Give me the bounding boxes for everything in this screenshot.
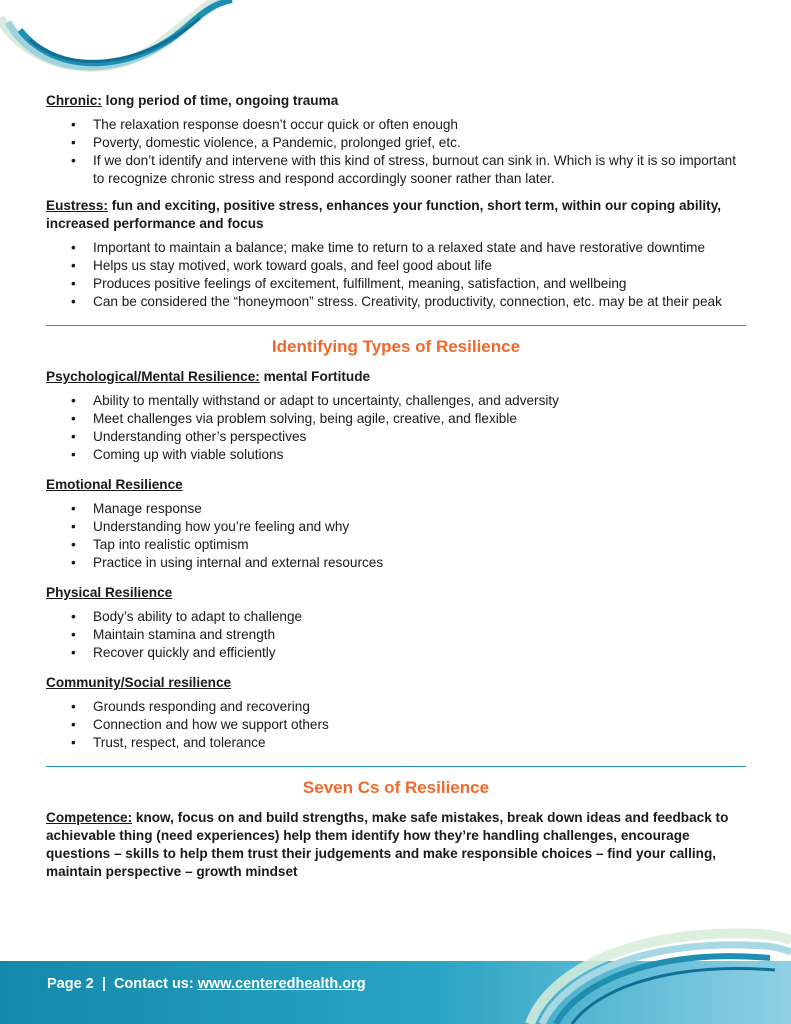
list-item: • Maintain stamina and strength <box>46 626 746 644</box>
list-item: • Tap into realistic optimism <box>46 536 746 554</box>
list-item: • Understanding how you’re feeling and why <box>46 518 746 536</box>
emotional-heading: Emotional Resilience <box>46 477 183 492</box>
list-item: • The relaxation response doesn’t occur quick or often enough <box>46 116 746 134</box>
psychological-desc: mental Fortitude <box>259 369 371 384</box>
list-item: • Important to maintain a balance; make time to return to a relaxed state and have restorative downtime <box>46 239 746 257</box>
list-item: • Manage response <box>46 500 746 518</box>
list-item: • Poverty, domestic violence, a Pandemic, prolonged grief, etc. <box>46 134 746 152</box>
brand-swirl-graphic <box>0 0 240 90</box>
contact-label: Contact us: <box>113 976 194 992</box>
competence-term: Competence: <box>46 810 133 825</box>
list-item: • Connection and how we support others <box>46 716 746 734</box>
document-body <box>46 92 746 881</box>
list-item: • If we don’t identify and intervene with this kind of stress, burnout can sink in. Which is why it is so important to recognize chronic stress and respond accordingly sooner rather than later. <box>46 152 746 188</box>
page-number: Page 2 <box>47 976 94 992</box>
eustress-term: Eustress: <box>46 198 108 213</box>
list-item: • Understanding other’s perspectives <box>46 428 746 446</box>
physical-heading: Physical Resilience <box>46 585 173 600</box>
list-item: • Ability to mentally withstand or adapt to uncertainty, challenges, and adversity <box>46 392 746 410</box>
stress-eustress <box>46 197 746 311</box>
resilience-community <box>46 674 746 752</box>
psychological-list <box>46 392 746 464</box>
emotional-list <box>46 500 746 572</box>
resilience-emotional <box>46 476 746 572</box>
eustress-list <box>46 239 746 311</box>
chronic-term: Chronic: <box>46 93 102 108</box>
physical-list <box>46 608 746 662</box>
chronic-list <box>46 116 746 188</box>
list-item: • Body’s ability to adapt to challenge <box>46 608 746 626</box>
list-item: • Practice in using internal and external resources <box>46 554 746 572</box>
community-list <box>46 698 746 752</box>
chronic-heading <box>46 92 746 110</box>
eustress-heading <box>46 197 746 233</box>
section-divider <box>46 766 746 767</box>
stress-chronic <box>46 92 746 188</box>
psychological-heading <box>46 368 746 386</box>
resilience-psychological <box>46 368 746 464</box>
list-item: • Can be considered the “honeymoon” stress. Creativity, productivity, connection, etc. may be at their peak <box>46 293 746 311</box>
chronic-desc: long period of time, ongoing trauma <box>101 93 339 108</box>
footer-text <box>47 976 366 992</box>
competence-desc: know, focus on and build strengths, make safe mistakes, break down ideas and feedback to achievable thing (need experiences) help them identify how they’re handling challenges, encourage questions – skills to help them trust their judgements and make responsible choices – find your calling, maintain perspective – growth mindset <box>46 810 729 879</box>
brand-swirl-graphic <box>520 928 791 1024</box>
resilience-section-title: Identifying Types of Resilience <box>271 337 521 356</box>
eustress-desc: fun and exciting, positive stress, enhances your function, short term, within our coping ability, increased performance and focus <box>46 198 722 231</box>
community-heading: Community/Social resilience <box>46 675 232 690</box>
list-item: • Helps us stay motived, work toward goals, and feel good about life <box>46 257 746 275</box>
resilience-physical <box>46 584 746 662</box>
list-item: • Recover quickly and efficiently <box>46 644 746 662</box>
list-item: • Meet challenges via problem solving, being agile, creative, and flexible <box>46 410 746 428</box>
list-item: • Trust, respect, and tolerance <box>46 734 746 752</box>
website-link[interactable]: www.centeredhealth.org <box>197 976 366 992</box>
footer-separator: | <box>101 976 106 992</box>
list-item: • Produces positive feelings of excitement, fulfillment, meaning, satisfaction, and wellbeing <box>46 275 746 293</box>
list-item: • Grounds responding and recovering <box>46 698 746 716</box>
psychological-term: Psychological/Mental Resilience: <box>46 369 260 384</box>
competence-paragraph <box>46 809 746 881</box>
seven-cs-section-title: Seven Cs of Resilience <box>302 778 490 797</box>
list-item: • Coming up with viable solutions <box>46 446 746 464</box>
section-divider <box>46 325 746 326</box>
